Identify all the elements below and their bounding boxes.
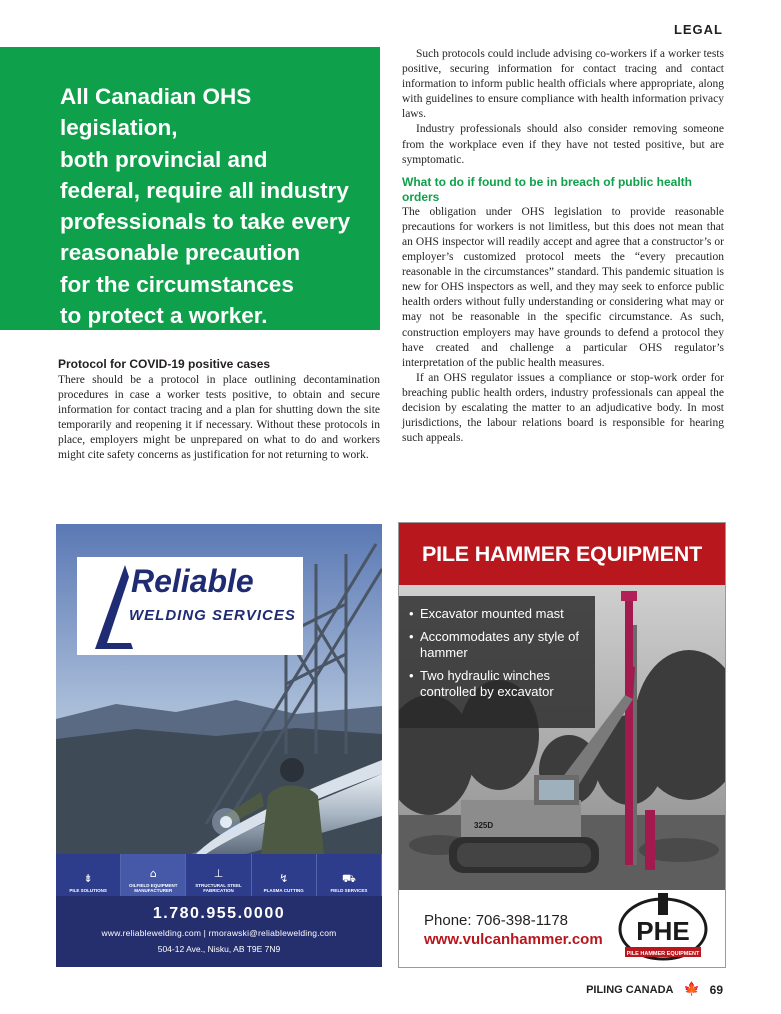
address: 504-12 Ave., Nisku, AB T9E 7N9 (157, 944, 281, 954)
service-label: FIELD SERVICES (330, 888, 368, 893)
oilfield-icon: ⌂ (149, 867, 157, 880)
logo-text: PHE (636, 916, 690, 946)
section-heading: What to do if found to be in breach of public health orders (402, 174, 692, 204)
feature-list (399, 596, 595, 728)
feature-text: Excavator mounted mast (420, 606, 564, 621)
logo-subtext: PILE HAMMER EQUIPMENT (626, 951, 700, 957)
pull-quote-line: to protect a worker. (60, 303, 268, 329)
body-paragraph: If an OHS regulator issues a compliance or stop-work order for breaching public health orders, industry professionals can appeal the decision by escalating the matter to an adjudicative body. In most jurisdictions, the labour relations board is responsible for hearing such appeals. (402, 371, 724, 445)
feature-item: • Accommodates any style of hammer (409, 629, 595, 662)
ad-title: PILE HAMMER EQUIPMENT (421, 542, 703, 566)
maple-leaf-icon: 🍁 (683, 982, 700, 997)
page-number: 69 (709, 982, 723, 997)
section-tag: LEGAL (673, 22, 723, 37)
feature-text: Accommodates any style of hammer (420, 628, 579, 660)
service-plasma-cutting[interactable] (252, 854, 317, 896)
service-label: PILE SOLUTIONS (69, 888, 107, 893)
pull-quote (0, 47, 380, 330)
service-structural-steel[interactable] (186, 854, 251, 896)
contact-band (56, 896, 382, 967)
reliable-logo (77, 557, 303, 655)
plasma-torch-icon: ↯ (279, 872, 289, 885)
service-label: PLASMA CUTTING (263, 888, 304, 893)
body-paragraph: There should be a protocol in place outlining decontamination procedures in case a worker tests positive, to obtain and secure information for contact tracing and a plan for shutting down the site temporarily and reopening it if necessary. Without these protocols in place, employers might be unprepared on what to do and workers might cite safety concerns as justification for not returning to work. (58, 374, 380, 462)
publication-name: PILING CANADA (586, 983, 674, 996)
service-field-services[interactable] (317, 854, 382, 896)
feature-item: • Two hydraulic winches controlled by excavator (409, 668, 595, 701)
right-column (402, 47, 724, 446)
feature-text: Two hydraulic winches controlled by excavator (420, 667, 554, 699)
body-paragraph: Such protocols could include advising co-workers if a worker tests positive, securing information for contact tracing and contact information to inform public health officials where appropriate, along with guidelines to ensure compliance with health information privacy laws. (402, 48, 724, 121)
reliable-welding-ad[interactable] (56, 524, 382, 967)
phone-number[interactable]: 1.780.955.0000 (152, 905, 286, 922)
service-oilfield-equipment[interactable] (121, 854, 186, 896)
service-pile-solutions[interactable] (56, 854, 121, 896)
pile-icon: ⇟ (83, 872, 93, 885)
body-paragraph: Industry professionals should also consider removing someone from the workplace even if they have not tested positive, but are symptomatic. (402, 123, 724, 166)
phe-logo (617, 893, 709, 961)
pull-quote-line: professionals to take every (60, 209, 351, 235)
body-paragraph: The obligation under OHS legislation to provide reasonable precautions for workers is not limitless, but this does not mean that an OHS inspector will readily accept and agree that a constructor’s or employer’s customized protocol meets the “every precaution reasonable in the circumstances” standard. This pandemic situation is new for OHS inspectors as well, and they may seek to enforce public health orders without fully understanding or considering what may or may not be reasonable in the specific circumstance. As such, construction employers may have grounds to defend a protocol they have created and challenge a particular OHS regulator’s interpretation of the public health measures. (402, 205, 724, 369)
pile-hammer-equipment-ad[interactable] (398, 522, 726, 968)
phone-number[interactable]: Phone: 706-398-1178 (424, 912, 569, 929)
pull-quote-text (60, 81, 366, 331)
steel-beam-icon: ⊥ (213, 867, 224, 880)
service-truck-icon: ⛟ (341, 872, 356, 885)
logo-swoosh-icon (85, 563, 135, 653)
pull-quote-line: for the circumstances (60, 271, 294, 297)
pull-quote-line: reasonable precaution (60, 240, 301, 266)
machine-model-label: 325D (474, 821, 494, 830)
service-label: OILFIELD EQUIPMENT MANUFACTURER (129, 883, 178, 893)
section-heading: Protocol for COVID-19 positive cases (58, 357, 271, 371)
pull-quote-line: federal, require all industry (60, 177, 349, 203)
feature-item: • Excavator mounted mast (409, 606, 564, 621)
pull-quote-line: both provincial and (60, 146, 268, 172)
page-footer (586, 982, 723, 997)
brand-name: Reliable (131, 563, 254, 599)
left-column (58, 357, 380, 464)
service-strip (56, 854, 382, 896)
ad-footer (399, 890, 725, 967)
service-label: STRUCTURAL STEEL FABRICATION (195, 883, 242, 893)
web-and-email[interactable]: www.reliablewelding.com | rmorawski@reliablewelding.com (101, 928, 337, 938)
website-link[interactable]: www.vulcanhammer.com (424, 931, 603, 948)
brand-subtitle: WELDING SERVICES (129, 607, 296, 624)
ad-header (399, 523, 725, 585)
pull-quote-line: All Canadian OHS legislation, (60, 84, 252, 141)
